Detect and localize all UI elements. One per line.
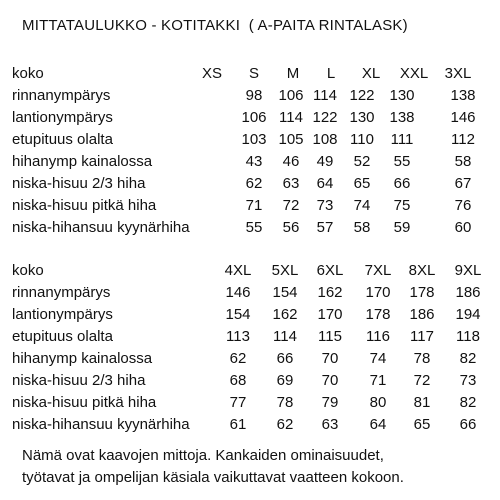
table-row bbox=[0, 392, 500, 414]
measurement-value: 98 bbox=[245, 87, 263, 104]
table-row bbox=[0, 217, 500, 239]
measurement-value: 186 bbox=[409, 306, 435, 323]
measurement-value: 114 bbox=[313, 87, 337, 104]
measurement-value: 68 bbox=[229, 372, 247, 389]
size-header-label: koko bbox=[12, 262, 44, 279]
measurement-value: 82 bbox=[459, 394, 477, 411]
table-row bbox=[0, 370, 500, 392]
size-header-xl: XL bbox=[361, 65, 381, 82]
measurement-value: 116 bbox=[366, 328, 390, 345]
measurement-label: etupituus olalta bbox=[12, 328, 113, 345]
measurement-value: 58 bbox=[454, 153, 472, 170]
measurement-value: 178 bbox=[365, 306, 391, 323]
measurement-label: hihanymp kainalossa bbox=[12, 350, 153, 367]
measurement-value: 106 bbox=[241, 109, 267, 126]
size-header-3xl: 3XL bbox=[444, 65, 472, 82]
measurement-value: 112 bbox=[451, 131, 475, 148]
table-row bbox=[0, 326, 500, 348]
measurement-value: 64 bbox=[369, 416, 387, 433]
measurement-value: 146 bbox=[450, 109, 476, 126]
measurement-value: 80 bbox=[369, 394, 387, 411]
measurement-value: 61 bbox=[229, 416, 247, 433]
measurement-label: niska-hihansuu kyynärhiha bbox=[12, 416, 190, 433]
measurement-value: 170 bbox=[365, 284, 391, 301]
measurement-value: 52 bbox=[353, 153, 371, 170]
measurement-value: 162 bbox=[272, 306, 298, 323]
footer-line-1: Nämä ovat kaavojen mittoja. Kankaiden ominaisuudet, bbox=[22, 447, 384, 464]
footer-line-2: työtavat ja ompelijan käsiala vaikuttavat vaatteen kokoon. bbox=[22, 469, 404, 486]
measurement-label: niska-hihansuu kyynärhiha bbox=[12, 219, 190, 236]
measurement-value: 110 bbox=[350, 131, 374, 148]
table-row bbox=[0, 414, 500, 436]
size-header-5xl: 5XL bbox=[271, 262, 299, 279]
measurement-value: 49 bbox=[316, 153, 334, 170]
size-header-l: L bbox=[326, 65, 336, 82]
measurement-value: 130 bbox=[389, 87, 415, 104]
measurement-value: 82 bbox=[459, 350, 477, 367]
measurement-value: 178 bbox=[409, 284, 435, 301]
measurement-label: niska-hisuu pitkä hiha bbox=[12, 197, 157, 214]
table-row bbox=[0, 107, 500, 129]
measurement-value: 66 bbox=[459, 416, 477, 433]
table-row bbox=[0, 195, 500, 217]
measurement-label: hihanymp kainalossa bbox=[12, 153, 153, 170]
measurement-value: 72 bbox=[413, 372, 431, 389]
measurement-label: lantionympärys bbox=[12, 306, 113, 323]
measurement-value: 46 bbox=[282, 153, 300, 170]
table-row bbox=[0, 282, 500, 304]
measurement-value: 122 bbox=[312, 109, 338, 126]
measurement-value: 74 bbox=[353, 197, 371, 214]
measurement-label: niska-hisuu 2/3 hiha bbox=[12, 175, 146, 192]
measurement-value: 60 bbox=[454, 219, 472, 236]
measurement-value: 130 bbox=[349, 109, 375, 126]
measurement-value: 69 bbox=[276, 372, 294, 389]
measurement-value: 57 bbox=[316, 219, 334, 236]
size-header-7xl: 7XL bbox=[364, 262, 392, 279]
measurement-label: lantionympärys bbox=[12, 109, 113, 126]
measurement-value: 56 bbox=[282, 219, 300, 236]
measurement-value: 118 bbox=[456, 328, 480, 345]
measurement-value: 138 bbox=[389, 109, 415, 126]
measurement-value: 106 bbox=[278, 87, 304, 104]
measurement-value: 154 bbox=[225, 306, 251, 323]
measurement-value: 72 bbox=[282, 197, 300, 214]
measurement-value: 70 bbox=[321, 350, 339, 367]
measurement-value: 115 bbox=[318, 328, 342, 345]
measurement-value: 71 bbox=[245, 197, 263, 214]
measurement-value: 62 bbox=[276, 416, 294, 433]
measurement-value: 108 bbox=[312, 131, 338, 148]
measurement-value: 55 bbox=[393, 153, 411, 170]
size-header-9xl: 9XL bbox=[454, 262, 482, 279]
measurement-value: 78 bbox=[276, 394, 294, 411]
measurement-value: 58 bbox=[353, 219, 371, 236]
measurement-value: 73 bbox=[459, 372, 477, 389]
measurement-value: 62 bbox=[229, 350, 247, 367]
measurement-value: 65 bbox=[413, 416, 431, 433]
measurement-value: 79 bbox=[321, 394, 339, 411]
size-table-2 bbox=[0, 260, 500, 436]
measurement-value: 71 bbox=[369, 372, 387, 389]
table-row bbox=[0, 173, 500, 195]
measurement-label: niska-hisuu 2/3 hiha bbox=[12, 372, 146, 389]
measurement-value: 103 bbox=[241, 131, 267, 148]
measurement-value: 73 bbox=[316, 197, 334, 214]
size-header-m: M bbox=[286, 65, 300, 82]
measurement-value: 105 bbox=[278, 131, 304, 148]
measurement-value: 55 bbox=[245, 219, 263, 236]
measurement-value: 62 bbox=[245, 175, 263, 192]
measurement-label: rinnanympärys bbox=[12, 87, 111, 104]
size-table-1 bbox=[0, 63, 500, 239]
measurement-value: 75 bbox=[393, 197, 411, 214]
footer-note bbox=[22, 445, 492, 489]
table-row bbox=[0, 304, 500, 326]
measurement-value: 154 bbox=[272, 284, 298, 301]
measurement-value: 59 bbox=[393, 219, 411, 236]
measurement-value: 194 bbox=[455, 306, 481, 323]
measurement-value: 67 bbox=[454, 175, 472, 192]
measurement-value: 77 bbox=[229, 394, 247, 411]
measurement-value: 76 bbox=[454, 197, 472, 214]
measurement-value: 146 bbox=[225, 284, 251, 301]
size-header-label: koko bbox=[12, 65, 44, 82]
measurement-value: 113 bbox=[226, 328, 250, 345]
measurement-value: 114 bbox=[273, 328, 297, 345]
measurement-value: 114 bbox=[279, 109, 303, 126]
measurement-value: 111 bbox=[390, 131, 414, 148]
measurement-value: 43 bbox=[245, 153, 263, 170]
measurement-value: 63 bbox=[282, 175, 300, 192]
table2-header-row bbox=[0, 260, 500, 282]
measurement-value: 81 bbox=[413, 394, 431, 411]
table1-header-row bbox=[0, 63, 500, 85]
measurement-value: 66 bbox=[276, 350, 294, 367]
table-row bbox=[0, 85, 500, 107]
size-header-xs: XS bbox=[201, 65, 222, 82]
measurement-value: 78 bbox=[413, 350, 431, 367]
size-header-xxl: XXL bbox=[399, 65, 429, 82]
table-row bbox=[0, 129, 500, 151]
size-header-6xl: 6XL bbox=[316, 262, 344, 279]
measurement-value: 74 bbox=[369, 350, 387, 367]
measurement-label: niska-hisuu pitkä hiha bbox=[12, 394, 157, 411]
measurement-value: 186 bbox=[455, 284, 481, 301]
table-row bbox=[0, 348, 500, 370]
measurement-value: 65 bbox=[353, 175, 371, 192]
measurement-value: 117 bbox=[410, 328, 434, 345]
table-row bbox=[0, 151, 500, 173]
measurement-value: 170 bbox=[317, 306, 343, 323]
size-header-s: S bbox=[248, 65, 259, 82]
measurement-value: 63 bbox=[321, 416, 339, 433]
size-header-4xl: 4XL bbox=[224, 262, 252, 279]
page-title: MITTATAULUKKO - KOTITAKKI ( A-PAITA RINTALASK) bbox=[22, 17, 408, 34]
measurement-value: 70 bbox=[321, 372, 339, 389]
measurement-value: 138 bbox=[450, 87, 476, 104]
measurement-label: etupituus olalta bbox=[12, 131, 113, 148]
measurement-value: 66 bbox=[393, 175, 411, 192]
measurement-label: rinnanympärys bbox=[12, 284, 111, 301]
size-header-8xl: 8XL bbox=[408, 262, 436, 279]
measurement-value: 64 bbox=[316, 175, 334, 192]
measurement-value: 122 bbox=[349, 87, 375, 104]
measurement-value: 162 bbox=[317, 284, 343, 301]
